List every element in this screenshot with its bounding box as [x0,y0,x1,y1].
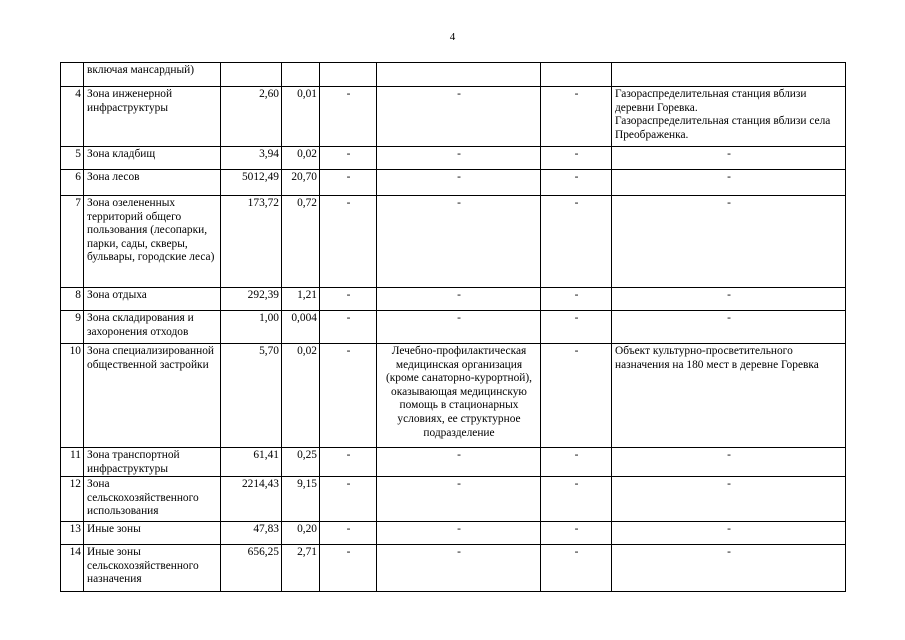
table-row [61,288,846,311]
cell-col7: - [541,477,612,522]
cell-col7: - [541,344,612,448]
cell-objects: - [612,522,846,545]
zone-area: 5,70 [221,344,282,448]
cell-objects [612,63,846,87]
cell-col5: - [320,448,377,477]
cell-col7: - [541,87,612,147]
zone-name: Зона специализированной общественной застройки [84,344,221,448]
zone-area [221,63,282,87]
cell-facility: Лечебно-профилактическая медицинская организация (кроме санаторно-курортной), оказывающая медицинскую помощь в стационарных условиях, ее структурное подразделение [377,344,541,448]
zone-area: 2214,43 [221,477,282,522]
table-row [61,63,846,87]
cell-col7: - [541,545,612,592]
cell-objects: Объект культурно-просветительного назначения на 180 мест в деревне Горевка [612,344,846,448]
cell-col5: - [320,288,377,311]
table-row [61,87,846,147]
table-row [61,170,846,196]
cell-col6: - [377,545,541,592]
zone-name: Иные зоны сельскохозяйственного назначения [84,545,221,592]
zone-area: 2,60 [221,87,282,147]
zone-name: Зона кладбищ [84,147,221,170]
zone-name: Зона транспортной инфраструктуры [84,448,221,477]
table-row [61,448,846,477]
zone-share: 0,72 [282,196,320,288]
cell-col6: - [377,477,541,522]
cell-col5: - [320,147,377,170]
zone-share: 0,25 [282,448,320,477]
cell-objects: - [612,448,846,477]
zone-area: 656,25 [221,545,282,592]
cell-col7: - [541,522,612,545]
zone-area: 173,72 [221,196,282,288]
zone-share: 9,15 [282,477,320,522]
zone-area: 61,41 [221,448,282,477]
zone-name: Иные зоны [84,522,221,545]
row-number: 12 [61,477,84,522]
row-number: 8 [61,288,84,311]
cell-objects: - [612,311,846,344]
cell-col7: - [541,196,612,288]
cell-col6: - [377,147,541,170]
row-number: 14 [61,545,84,592]
cell-col7: - [541,147,612,170]
cell-col5: - [320,196,377,288]
row-number: 9 [61,311,84,344]
cell-objects: - [612,477,846,522]
cell-col7: - [541,170,612,196]
zone-share: 20,70 [282,170,320,196]
cell-col6: - [377,196,541,288]
cell-objects: - [612,170,846,196]
cell-col5: - [320,170,377,196]
cell-col5: - [320,477,377,522]
cell-col7: - [541,311,612,344]
zone-share: 0,02 [282,147,320,170]
table-row [61,311,846,344]
cell-col7 [541,63,612,87]
cell-col6: - [377,170,541,196]
cell-col5: - [320,311,377,344]
object-line: Газораспределительная станция вблизи села Преображенка. [615,115,831,141]
cell-col5: - [320,545,377,592]
cell-col7: - [541,448,612,477]
zone-area: 1,00 [221,311,282,344]
cell-col6: - [377,311,541,344]
zones-table [60,62,846,592]
zone-name: Зона отдыха [84,288,221,311]
row-number: 13 [61,522,84,545]
row-number: 6 [61,170,84,196]
zone-name: Зона складирования и захоронения отходов [84,311,221,344]
cell-objects: - [612,196,846,288]
zone-name: Зона сельскохозяйственного использования [84,477,221,522]
cell-objects: - [612,147,846,170]
table-row [61,196,846,288]
cell-objects: - [612,545,846,592]
cell-objects [612,87,846,147]
zone-share: 0,004 [282,311,320,344]
object-line: Газораспределительная станция вблизи деревни Горевка. [615,88,807,114]
table-row [61,545,846,592]
zone-share [282,63,320,87]
row-number: 4 [61,87,84,147]
zone-share: 0,02 [282,344,320,448]
page-number: 4 [449,31,456,43]
row-number: 7 [61,196,84,288]
cell-col5: - [320,344,377,448]
cell-col5: - [320,522,377,545]
table-row [61,522,846,545]
cell-col6 [377,63,541,87]
table-row [61,477,846,522]
zone-share: 0,20 [282,522,320,545]
table-row [61,147,846,170]
cell-col5 [320,63,377,87]
cell-col7: - [541,288,612,311]
zone-name: включая мансардный) [84,63,221,87]
zone-name: Зона лесов [84,170,221,196]
row-number: 10 [61,344,84,448]
zone-name: Зона озелененных территорий общего пользования (лесопарки, парки, сады, скверы, бульвары, городские леса) [84,196,221,288]
zone-area: 292,39 [221,288,282,311]
zone-name: Зона инженерной инфраструктуры [84,87,221,147]
zone-area: 47,83 [221,522,282,545]
cell-col6: - [377,87,541,147]
row-number: 5 [61,147,84,170]
zone-area: 3,94 [221,147,282,170]
zone-share: 2,71 [282,545,320,592]
cell-col6: - [377,448,541,477]
cell-col5: - [320,87,377,147]
row-number [61,63,84,87]
cell-col6: - [377,288,541,311]
zone-share: 0,01 [282,87,320,147]
zone-area: 5012,49 [221,170,282,196]
cell-objects: - [612,288,846,311]
table-row [61,344,846,448]
row-number: 11 [61,448,84,477]
cell-col6: - [377,522,541,545]
zone-share: 1,21 [282,288,320,311]
